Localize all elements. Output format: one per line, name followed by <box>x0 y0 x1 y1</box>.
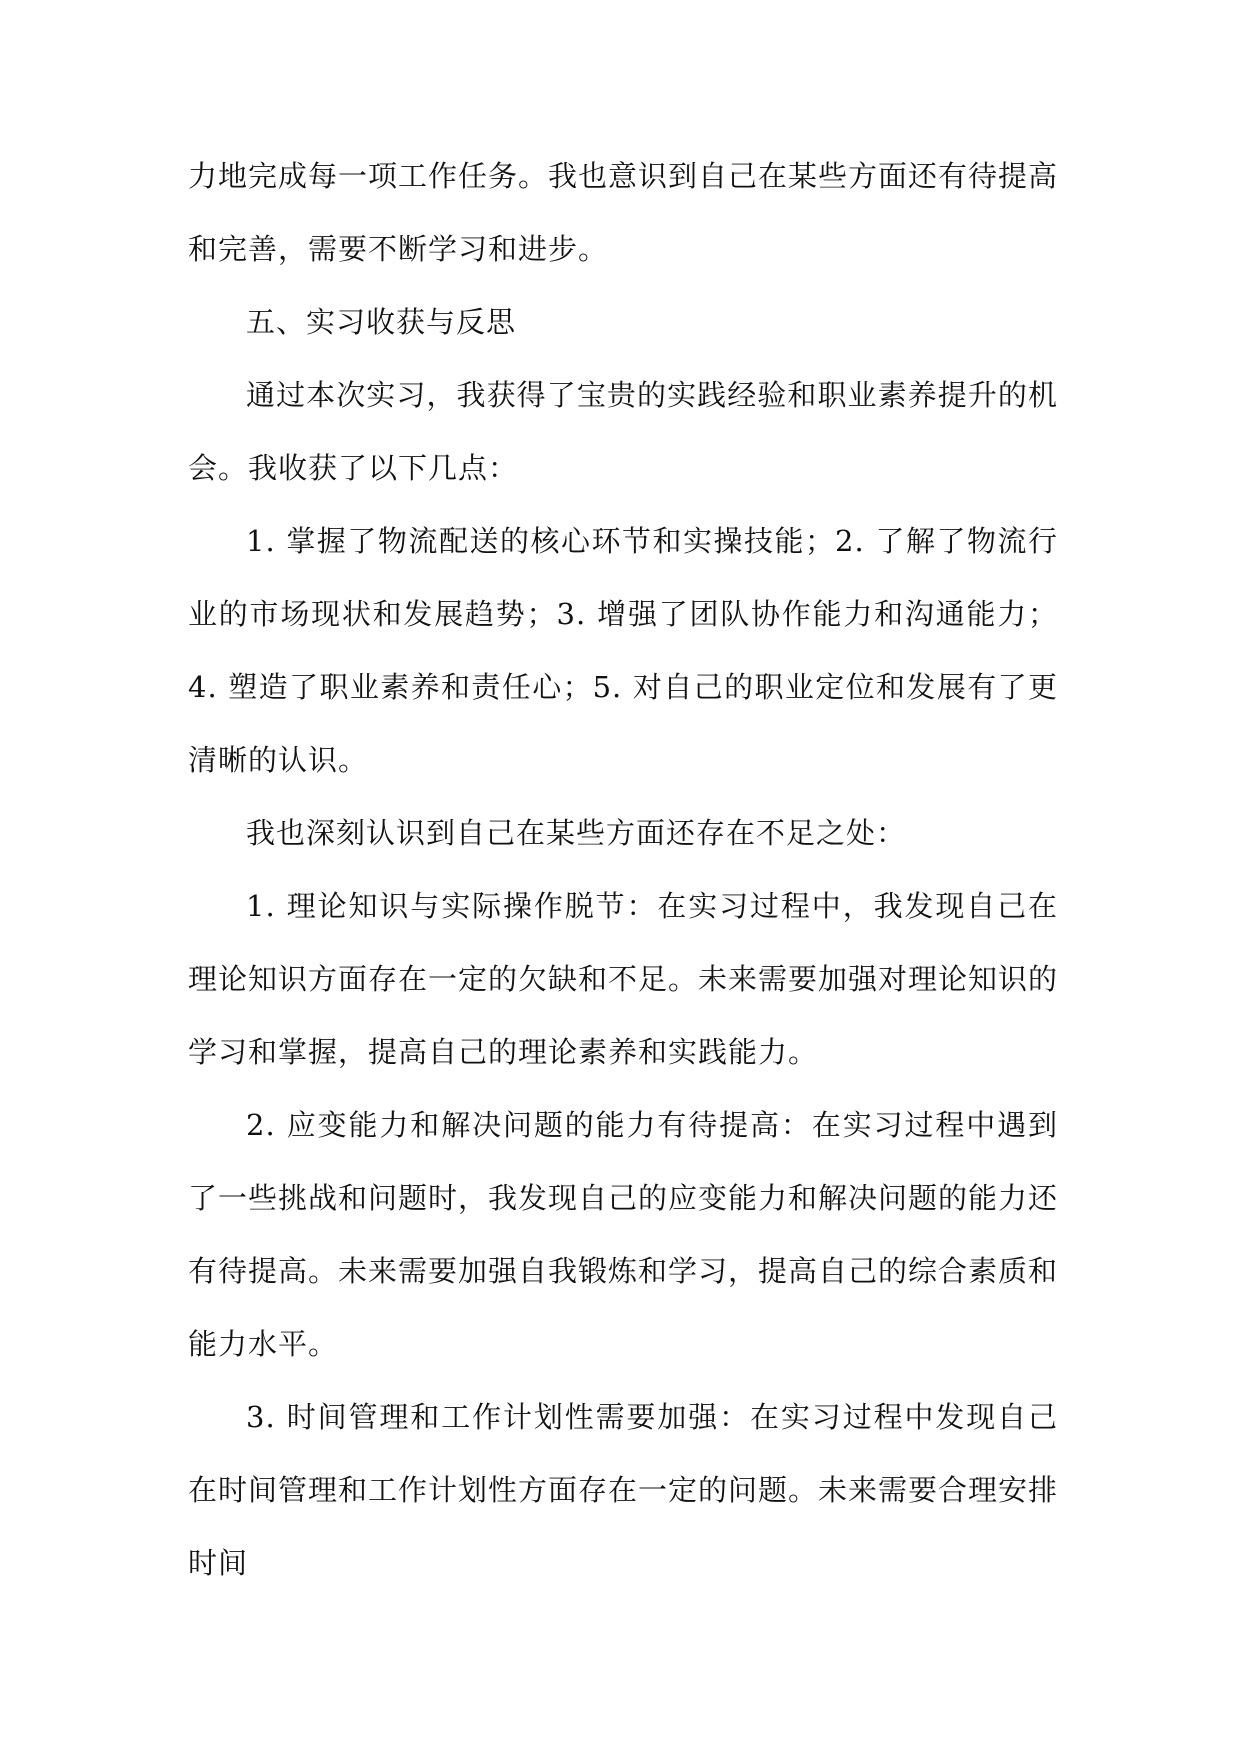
paragraph-continuation: 力地完成每一项工作任务。我也意识到自己在某些方面还有待提高和完善，需要不断学习和进步。 <box>188 159 1059 266</box>
section-heading: 五、实习收获与反思 <box>246 305 517 339</box>
paragraph-gains-list: 1. 掌握了物流配送的核心环节和实操技能；2. 了解了物流行业的市场现状和发展趋势；3. 增强了团队协作能力和沟通能力；4. 塑造了职业素养和责任心；5. 对自己的职业定位和发展有了更清晰的认识。 <box>188 524 1058 777</box>
paragraph-intro: 通过本次实习，我获得了宝贵的实践经验和职业素养提升的机会。我收获了以下几点： <box>188 378 1058 485</box>
paragraph-shortcoming-1: 1. 理论知识与实际操作脱节：在实习过程中，我发现自己在理论知识方面存在一定的欠缺和不足。未来需要加强对理论知识的学习和掌握，提高自己的理论素养和实践能力。 <box>188 889 1059 1069</box>
document-body <box>188 140 1058 1600</box>
paragraph-shortcoming-2: 2. 应变能力和解决问题的能力有待提高：在实习过程中遇到了一些挑战和问题时，我发现自己的应变能力和解决问题的能力还有待提高。未来需要加强自我锻炼和学习，提高自己的综合素质和能力水平。 <box>188 1108 1059 1361</box>
paragraph-shortcomings-intro: 我也深刻认识到自己在某些方面还存在不足之处： <box>246 816 907 850</box>
paragraph-shortcoming-3: 3. 时间管理和工作计划性需要加强：在实习过程中发现自己在时间管理和工作计划性方面存在一定的问题。未来需要合理安排时间 <box>188 1400 1059 1580</box>
